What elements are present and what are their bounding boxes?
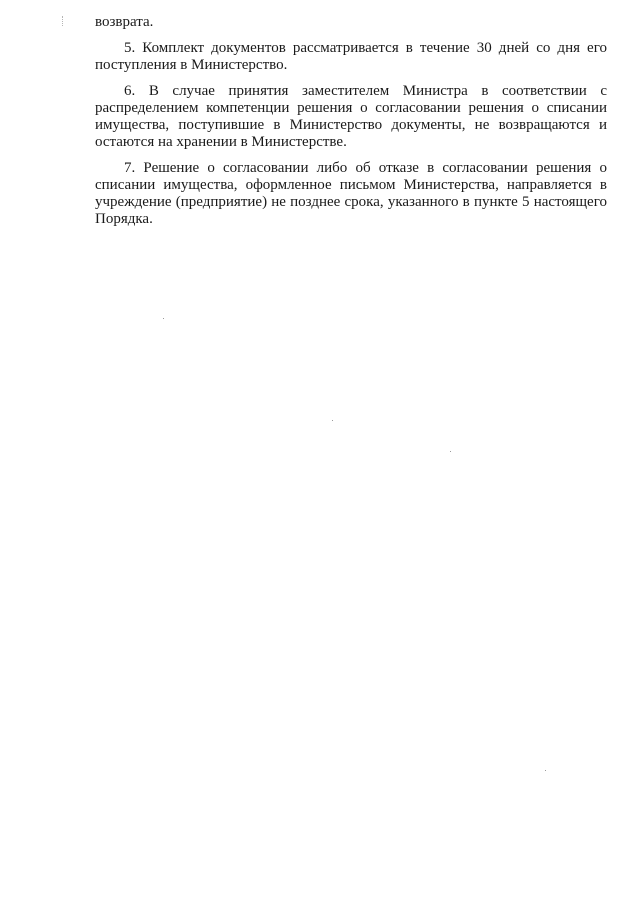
scan-speck bbox=[545, 770, 546, 771]
continuation-line: возврата. bbox=[95, 14, 154, 30]
paragraph-6: 6. В случае принятия заместителем Министра в соответствии с распределением компетенции решения о согласовании решения о списании имущества, поступившие в Министерство документы, не возвращаются и остаются на хранении в Министерстве. bbox=[95, 83, 607, 150]
scan-speck bbox=[332, 420, 333, 421]
document-body bbox=[95, 14, 607, 237]
scan-speck bbox=[450, 451, 451, 452]
paragraph-5: 5. Комплект документов рассматривается в течение 30 дней со дня его поступления в Министерство. bbox=[95, 40, 607, 73]
scan-edge-mark bbox=[62, 16, 64, 26]
scan-speck bbox=[163, 318, 164, 319]
paragraph-7: 7. Решение о согласовании либо об отказе в согласовании решения о списании имущества, оформленное письмом Министерства, направляется в учреждение (предприятие) не позднее срока, указанного в пункте 5 настоящего Порядка. bbox=[95, 160, 607, 227]
